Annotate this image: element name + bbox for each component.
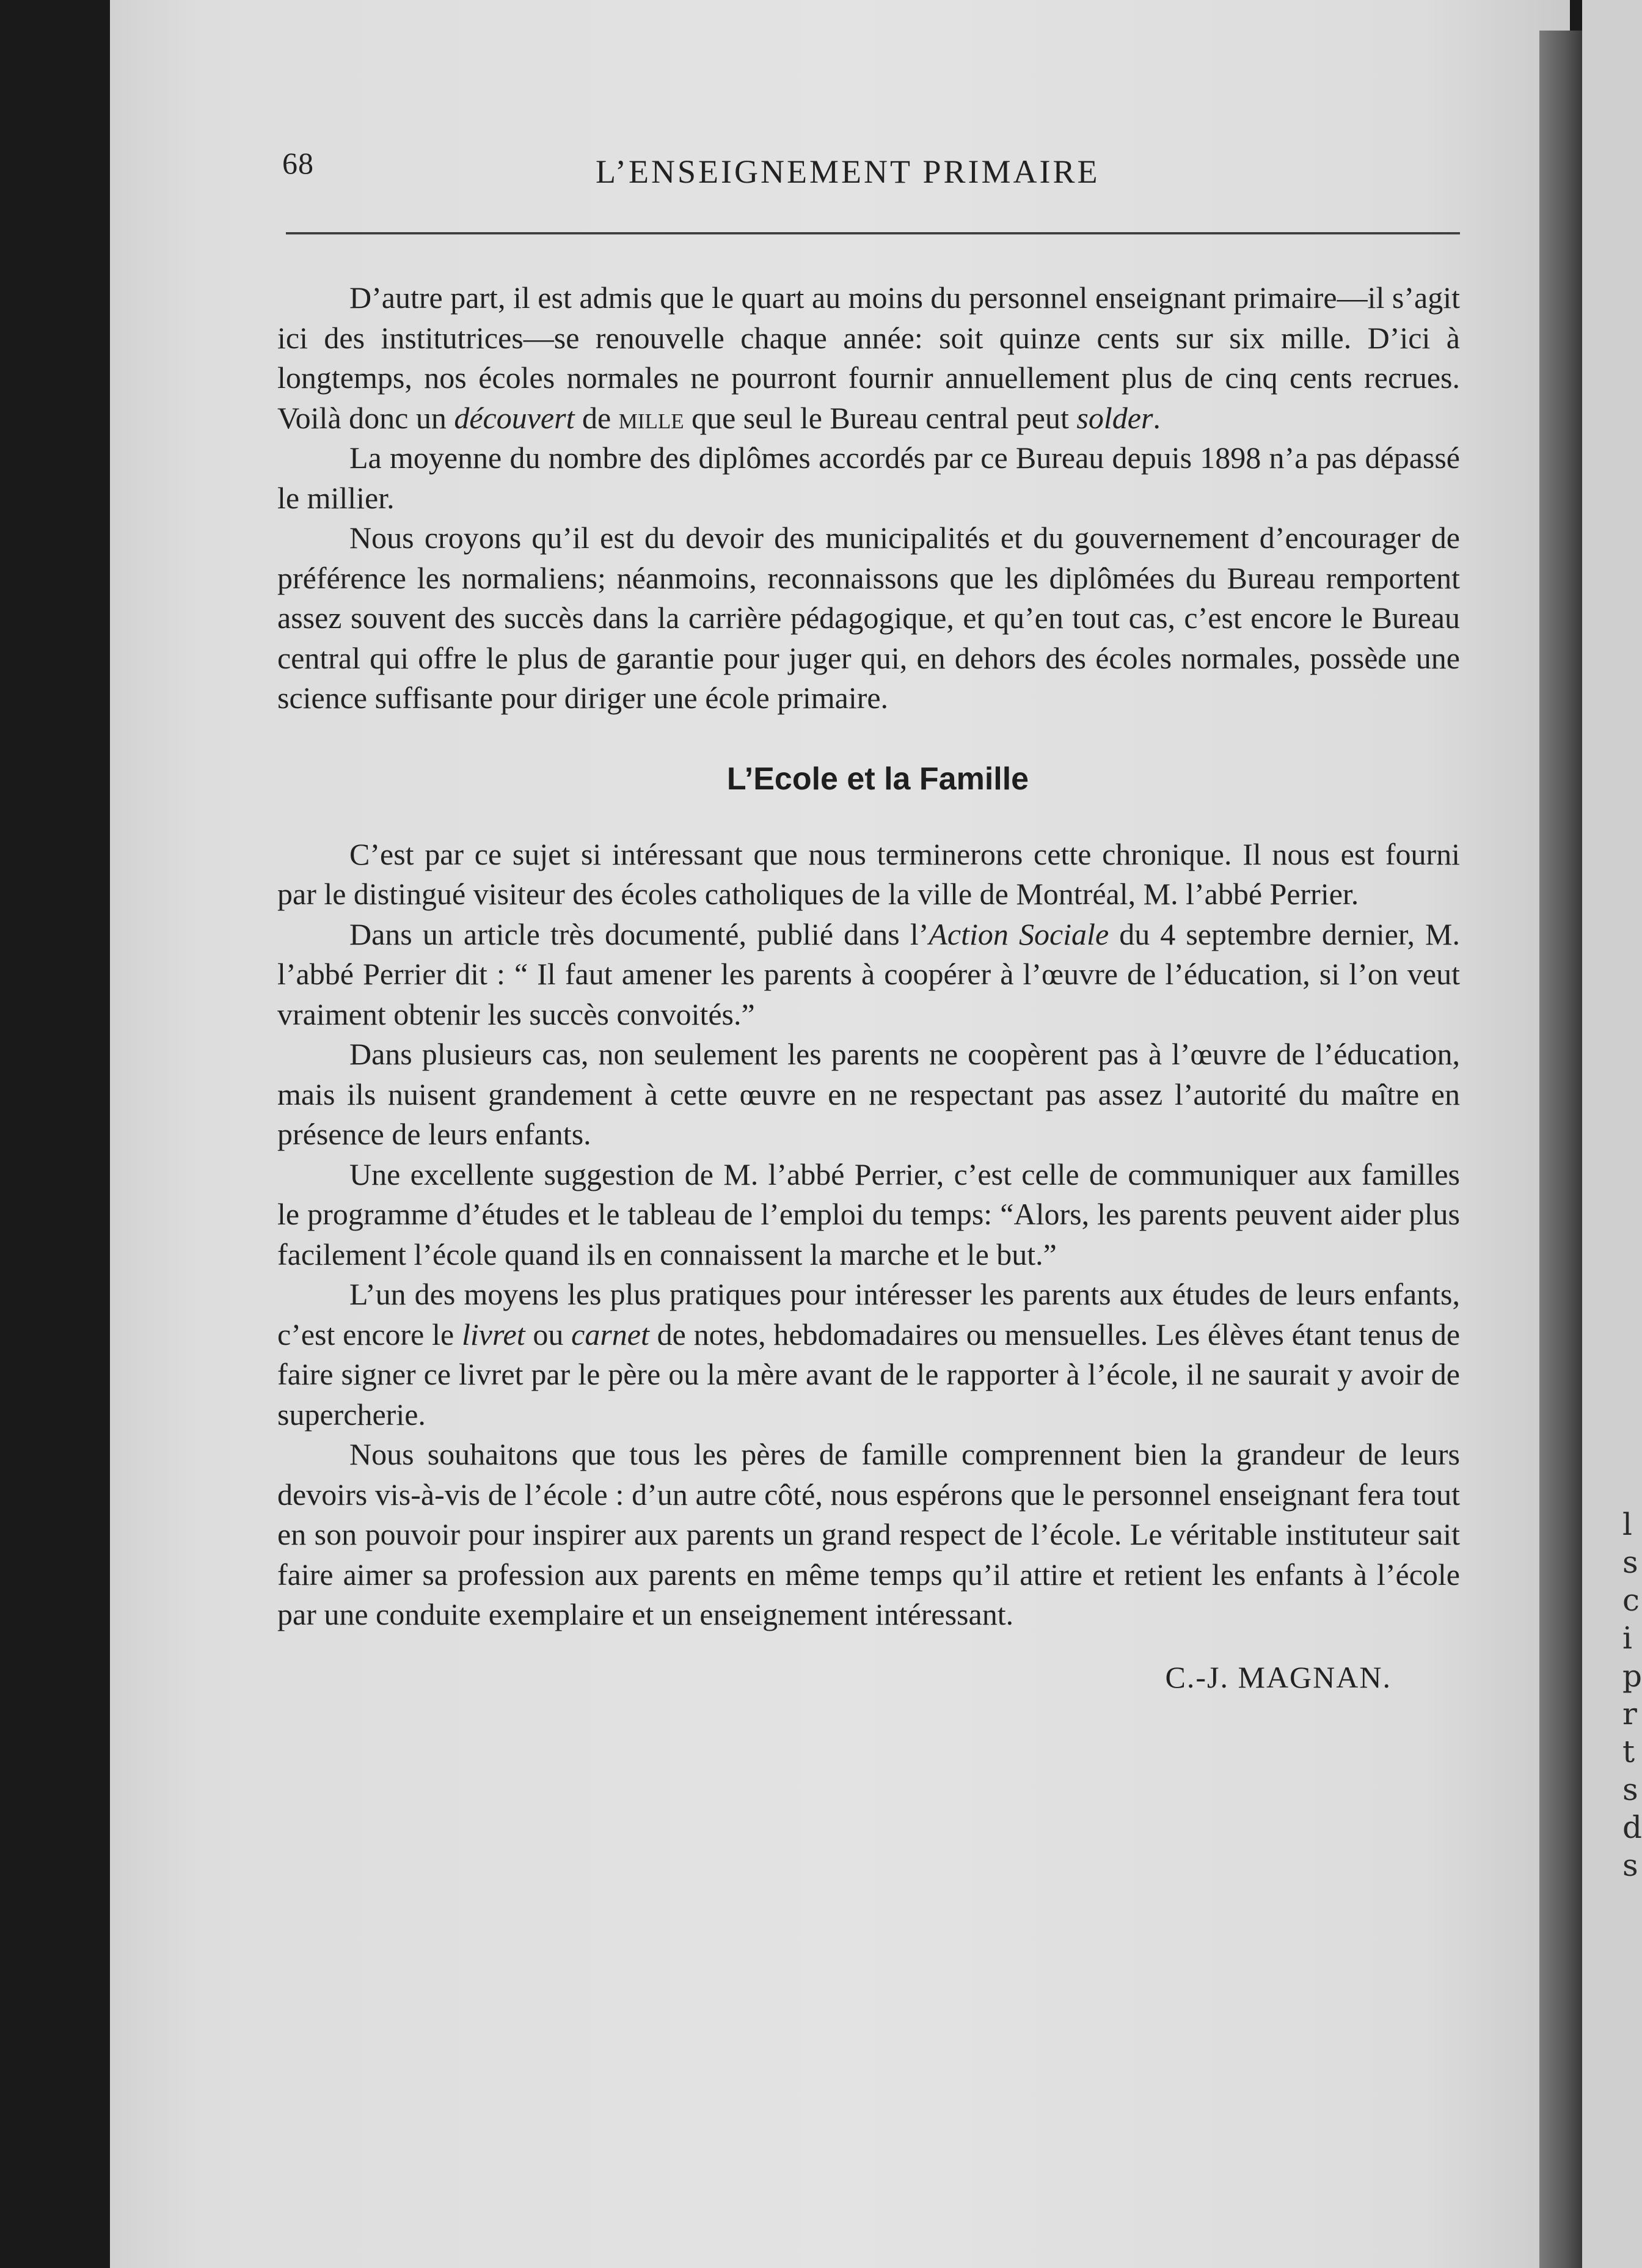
adjacent-page-letter: t [1622,1734,1635,1769]
adjacent-page-letter: s [1622,1772,1638,1807]
running-title: L’ENSEIGNEMENT PRIMAIRE [596,153,1100,190]
page-number: 68 [282,146,314,180]
text-run: ou [525,1317,572,1352]
italic-title: Action Sociale [929,916,1109,951]
italic-term: découvert [454,400,575,435]
adjacent-page-letter: r [1622,1696,1637,1732]
italic-term: livret [461,1317,525,1352]
text-run: de notes, hebdomadaires ou mensuelles. Les élèves étant tenus de faire signer ce livret par le père ou la mère avant de le rapporter à l’école, il ne saurait y avoir de supercherie. [277,1317,1461,1432]
small-caps-term: mille [618,400,684,435]
adjacent-page-letter: d [1622,1810,1642,1845]
paragraph [277,1275,1460,1435]
paragraph: Nous croyons qu’il est du devoir des municipalités et du gouvernement d’encourager de préférence les normaliens; néanmoins, reconnaissons que les diplômées du Bureau remportent assez souvent des succès dans la carrière pédagogique, et qu’en tout cas, c’est encore le Bureau central qui offre le plus de garantie pour juger qui, en dehors des écoles normales, possède une science suffisante pour diriger une école primaire. [277,521,1460,715]
text-run: D’autre part, il est admis que le quart au moins du personnel enseignant primaire—il s’agit ici des institutrices—se renouvelle chaque année: soit quinze cents sur six mille. D’ici à longtemps, nos écoles normales ne pourront fournir annuellement plus de cinq cents recrues. Voilà donc un [277,280,1460,435]
author-signature: C.-J. MAGNAN. [1165,1659,1392,1694]
adjacent-page-letter: s [1622,1545,1638,1580]
italic-term: carnet [571,1317,649,1352]
text-run: que seul le Bureau central peut [684,400,1077,435]
adjacent-page-letter: p [1622,1658,1642,1694]
italic-term: solder [1076,400,1153,435]
adjacent-page-letter: l [1622,1507,1632,1542]
adjacent-page-letter: i [1622,1620,1632,1656]
paragraph: Nous souhaitons que tous les pères de famille comprennent bien la grandeur de leurs devoirs vis-à-vis de l’école : d’un autre côté, nous espérons que le personnel enseignant fera tout en son pouvoir pour inspirer aux parents un grand respect de l’école. Le véritable instituteur sait faire aimer sa profession aux parents en même temps qu’il attire et retient les enfants à l’école par une conduite exemplaire et un enseignement intéressant. [277,1437,1460,1631]
text-run: . [1153,400,1161,435]
book-gutter [1539,31,1582,2268]
paragraph: Une excellente suggestion de M. l’abbé Perrier, c’est celle de communiquer aux familles le programme d’études et le tableau de l’emploi du temps: “Alors, les parents peuvent aider plus facilement l’école quand ils en connaissent la marche et le but.” [277,1157,1460,1271]
paragraph: Dans plusieurs cas, non seulement les parents ne coopèrent pas à l’œuvre de l’éducation, mais ils nuisent grandement à cette œuvre en ne respectant pas assez l’autorité du maître en présence de leurs enfants. [277,1037,1460,1151]
paragraph [277,278,1460,438]
section-heading: L’Ecole et la Famille [726,761,1029,797]
text-run: de [574,400,619,435]
paragraph [277,915,1460,1035]
text-run: du 4 septembre dernier, M. l’abbé Perrier dit : “ Il faut amener les parents à coopérer à l’œuvre de l’éducation, si l’on veut vraiment obtenir les succès convoités.” [277,916,1460,1031]
adjacent-page-letter: s [1622,1848,1638,1883]
paragraph: C’est par ce sujet si intéressant que nous terminerons cette chronique. Il nous est fourni par le distingué visiteur des écoles catholiques de la ville de Montréal, M. l’abbé Perrier. [277,836,1460,911]
paragraph: La moyenne du nombre des diplômes accordés par ce Bureau depuis 1898 n’a pas dépassé le millier. [277,441,1460,515]
body-text [277,278,1460,1695]
adjacent-page-letter: c [1622,1582,1640,1618]
text-run: Dans un article très documenté, publié dans l’ [349,916,929,951]
header-rule [286,232,1460,235]
text-run: L’un des moyens les plus pratiques pour intéresser les parents aux études de leurs enfants, c’est encore le [277,1277,1460,1352]
adjacent-page-edge [1582,0,1642,2268]
